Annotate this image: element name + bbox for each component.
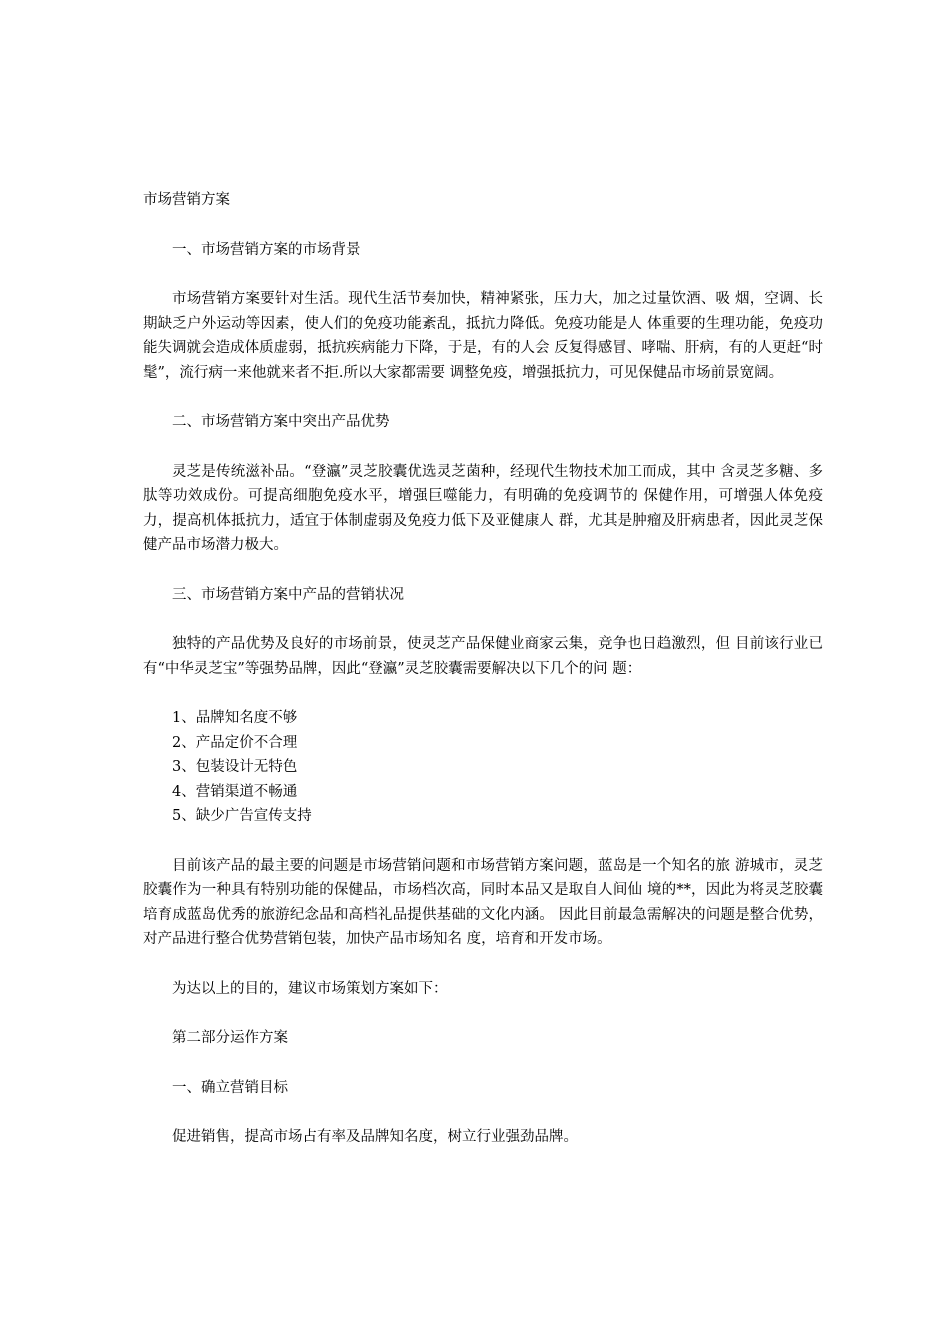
part-2-heading: 第二部分运作方案 [172, 1030, 288, 1046]
list-item: 1、品牌知名度不够 [172, 710, 298, 726]
document-body [143, 188, 823, 1175]
section-3-heading: 三、市场营销方案中产品的营销状况 [172, 586, 404, 603]
document-title: 市场营销方案 [143, 192, 230, 208]
main-problem-paragraph: 目前该产品的最主要的问题是市场营销问题和市场营销方案问题，蓝岛是一个知名的旅 游城市，灵芝胶囊作为一种具有特别功能的保健品，市场档次高，同时本品又是取自人间仙 境的**，因此为将灵芝胶囊培育成蓝岛优秀的旅游纪念品和高档礼品提供基础的文化内涵。 因此目前最急需解决的问题是整合优势，对产品进行整合优势营销包装，加快产品市场知名 度，培育和开发市场。 [143, 857, 823, 947]
goal-paragraph: 促进销售，提高市场占有率及品牌知名度，树立行业强劲品牌。 [172, 1129, 578, 1145]
problem-list [143, 706, 823, 829]
goal-heading: 一、确立营销目标 [172, 1079, 288, 1096]
list-item: 2、产品定价不合理 [172, 734, 298, 751]
section-2-heading: 二、市场营销方案中突出产品优势 [172, 414, 390, 430]
list-item: 3、包装设计无特色 [172, 759, 298, 775]
section-3-paragraph: 独特的产品优势及良好的市场前景，使灵芝产品保健业商家云集，竞争也日趋激烈，但 目前该行业已有“中华灵芝宝”等强势品牌，因此“登瀛”灵芝胶囊需要解决以下几个的问 题： [143, 636, 823, 677]
list-item: 5、缺少广告宣传支持 [172, 808, 312, 824]
list-item: 4、营销渠道不畅通 [172, 783, 298, 800]
section-2-paragraph: 灵芝是传统滋补品。“登瀛”灵芝胶囊优选灵芝菌种，经现代生物技术加工而成，其中 含灵芝多糖、多肽等功效成份。可提高细胞免疫水平，增强巨噬能力，有明确的免疫调节的 保健作用，可增强人体免疫力，提高机体抵抗力，适宜于体制虚弱及免疫力低下及亚健康人 群，尤其是肿瘤及肝病患者，因此灵芝保健产品市场潜力极大。 [143, 463, 823, 553]
section-1-heading: 一、市场营销方案的市场背景 [172, 241, 361, 258]
section-1-paragraph: 市场营销方案要针对生活。现代生活节奏加快，精神紧张，压力大，加之过量饮酒、吸 烟，空调、长期缺乏户外运动等因素，使人们的免疫功能紊乱，抵抗力降低。免疫功能是人 体重要的生理功能，免疫功能失调就会造成体质虚弱，抵抗疾病能力下降，于是，有的人会 反复得感冒、哮喘、肝病，有的人更赶“时髦”，流行病一来他就来者不拒.所以大家都需要 调整免疫，增强抵抗力，可见保健品市场前景宽阔。 [143, 291, 823, 381]
proposal-intro: 为达以上的目的，建议市场策划方案如下： [172, 980, 448, 997]
